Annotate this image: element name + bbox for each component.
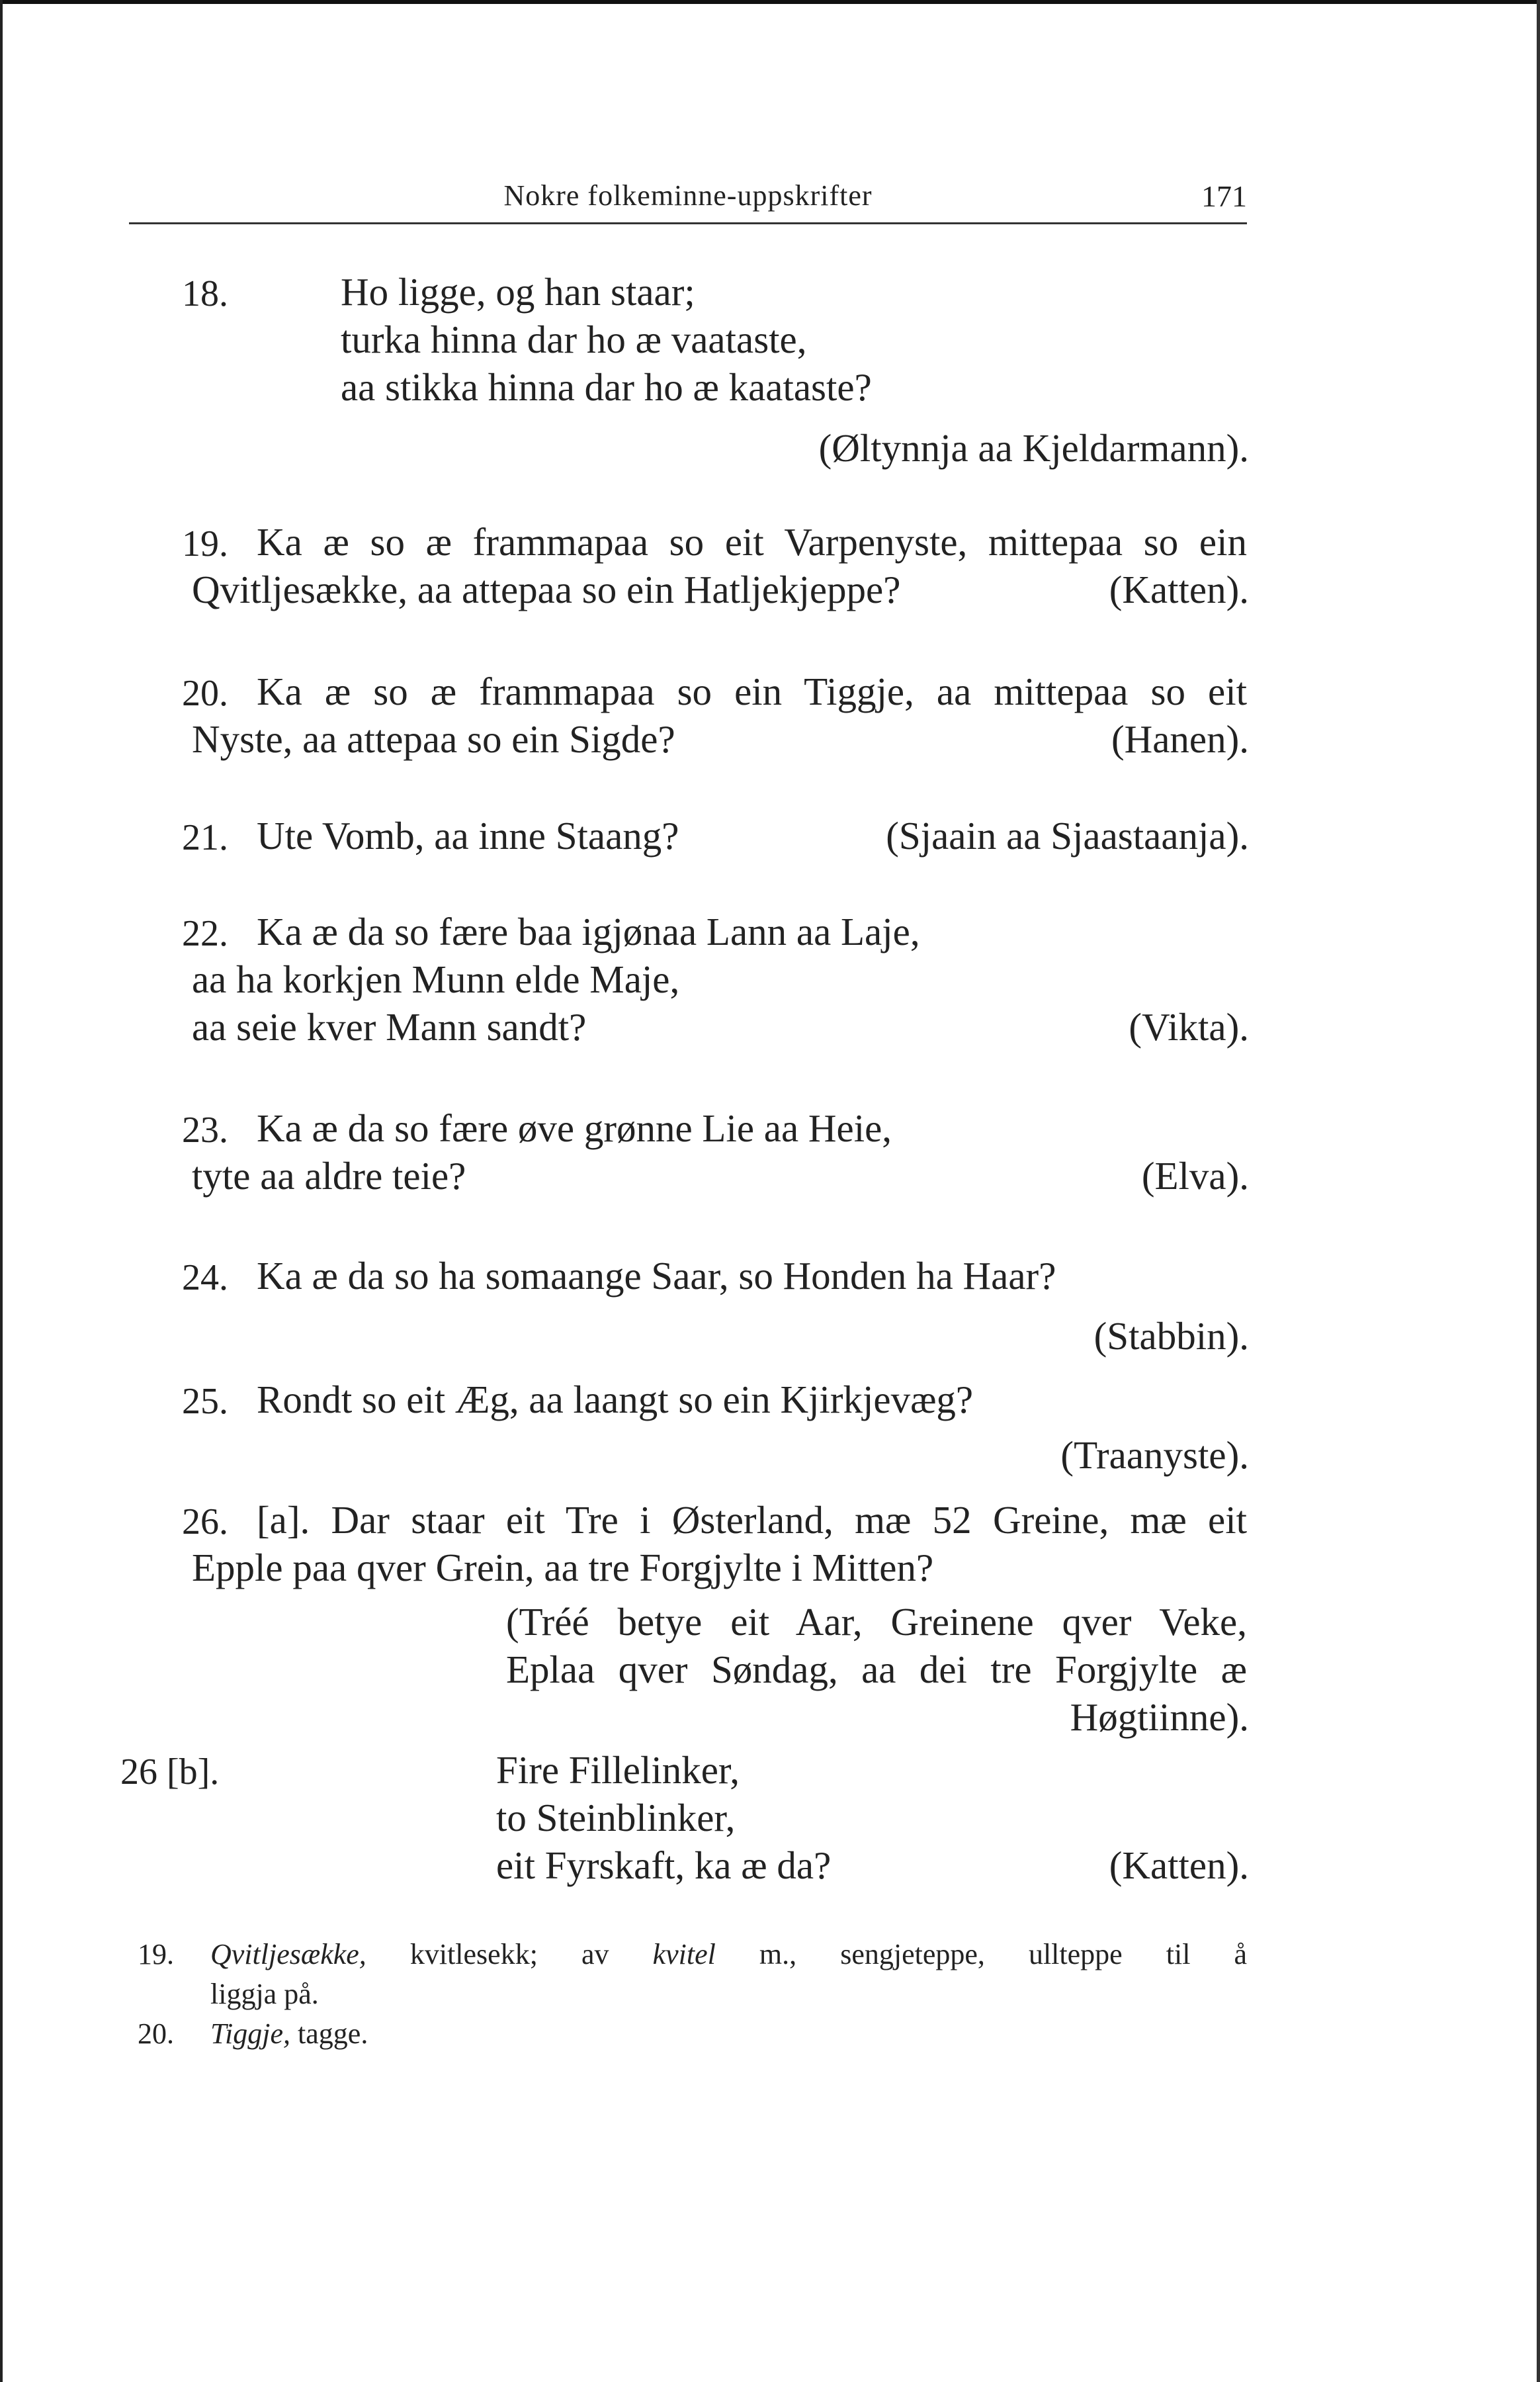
riddle-line: aa stikka hinna dar ho æ kaataste? bbox=[341, 365, 872, 409]
running-title: Nokre folkeminne-uppskrifter bbox=[503, 179, 873, 212]
riddle-line: tyte aa aldre teie? bbox=[192, 1154, 466, 1198]
footnote-line: Qvitljesække, kvitlesekk; av kvitel m., sengjeteppe, ullteppe til å bbox=[210, 1938, 1248, 1970]
riddle-line: eit Fyrskaft, ka æ da? bbox=[496, 1843, 832, 1887]
riddle-line: Ka æ so æ frammapaa so eit Varpenyste, mittepaa so ein bbox=[257, 520, 1247, 564]
riddle-number: 20. bbox=[182, 673, 228, 714]
riddle-number: 22. bbox=[182, 913, 228, 954]
riddle-answer: (Sjaain aa Sjaastaanja). bbox=[886, 814, 1249, 858]
riddle-line: Ka æ da so ha somaange Saar, so Honden ha Haar? bbox=[257, 1254, 1056, 1298]
scan-border-right bbox=[1537, 0, 1540, 2382]
riddle-answer: (Traanyste). bbox=[1060, 1433, 1249, 1477]
riddle-answer: (Katten). bbox=[1109, 568, 1249, 611]
running-header bbox=[129, 177, 1247, 217]
riddle-line: Ka æ so æ frammapaa so ein Tiggje, aa mittepaa so eit bbox=[257, 670, 1247, 713]
footnote-number: 19. bbox=[138, 1938, 174, 1970]
scan-border-top bbox=[0, 0, 1540, 4]
riddle-number: 24. bbox=[182, 1257, 228, 1298]
riddle-answer: (Tréé betye eit Aar, Greinene qver Veke, bbox=[506, 1600, 1247, 1644]
riddle-line: to Steinblinker, bbox=[496, 1796, 736, 1839]
riddle-line: aa ha korkjen Munn elde Maje, bbox=[192, 957, 680, 1001]
riddle-number: 26. bbox=[182, 1501, 228, 1542]
riddle-line: Qvitljesække, aa attepaa so ein Hatljekjeppe? bbox=[192, 568, 901, 611]
riddle-line: Epple paa qver Grein, aa tre Forgjylte i Mitten? bbox=[192, 1546, 934, 1589]
riddle-number: 21. bbox=[182, 817, 228, 858]
scan-border-left bbox=[0, 0, 3, 2382]
riddle-answer: (Øltynnja aa Kjeldarmann). bbox=[818, 426, 1249, 470]
riddle-line: Ka æ da so fære øve grønne Lie aa Heie, bbox=[257, 1106, 892, 1150]
header-rule bbox=[129, 222, 1247, 224]
riddle-answer: (Vikta). bbox=[1129, 1005, 1249, 1049]
riddle-line: Rondt so eit Æg, aa laangt so ein Kjirkjevæg? bbox=[257, 1378, 974, 1421]
footnote-line: liggja på. bbox=[210, 1978, 319, 2010]
riddle-number: 18. bbox=[182, 273, 228, 314]
riddle-line: [a]. Dar staar eit Tre i Østerland, mæ 52 Greine, mæ eit bbox=[257, 1498, 1247, 1542]
riddle-answer: (Katten). bbox=[1109, 1843, 1249, 1887]
riddle-number: 23. bbox=[182, 1110, 228, 1151]
riddle-line: Nyste, aa attepaa so ein Sigde? bbox=[192, 717, 675, 761]
footnote-number: 20. bbox=[138, 2017, 174, 2050]
riddle-answer: (Hanen). bbox=[1111, 717, 1249, 761]
footnote-line: Tiggje, tagge. bbox=[210, 2017, 368, 2050]
riddle-number: 19. bbox=[182, 523, 228, 564]
riddle-answer: Høgtiinne). bbox=[1070, 1695, 1249, 1739]
riddle-line: turka hinna dar ho æ vaataste, bbox=[341, 318, 807, 361]
riddle-line: Fire Fillelinker, bbox=[496, 1748, 740, 1792]
riddle-answer: (Stabbin). bbox=[1093, 1314, 1249, 1358]
riddle-line: Ka æ da so fære baa igjønaa Lann aa Laje, bbox=[257, 910, 920, 953]
riddle-line: aa seie kver Mann sandt? bbox=[192, 1005, 587, 1049]
riddle-line: Ho ligge, og han staar; bbox=[341, 270, 695, 314]
riddle-answer: Eplaa qver Søndag, aa dei tre Forgjylte æ bbox=[506, 1648, 1247, 1691]
riddle-answer: (Elva). bbox=[1141, 1154, 1249, 1198]
page-number: 171 bbox=[1201, 179, 1247, 213]
riddle-number: 25. bbox=[182, 1381, 228, 1422]
riddle-line: Ute Vomb, aa inne Staang? bbox=[257, 814, 679, 858]
riddle-number: 26 [b]. bbox=[120, 1751, 220, 1792]
